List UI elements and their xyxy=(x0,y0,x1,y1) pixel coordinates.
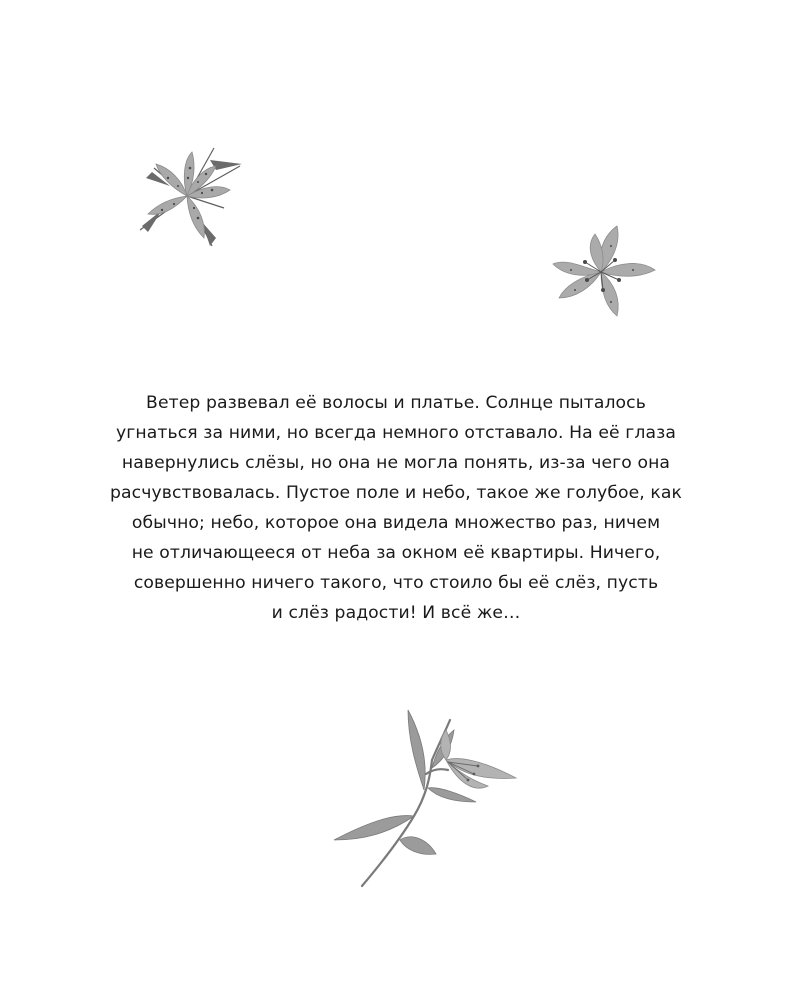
paragraph-line: навернулись слёзы, но она не могла понять, из-за чего она xyxy=(121,453,671,473)
paragraph-line: угнаться за ними, но всегда немного отставало. На её глаза xyxy=(116,423,676,443)
paragraph-line: не отличающееся от неба за окном её квартиры. Ничего, xyxy=(131,543,661,563)
paragraph-line: и слёз радости! И всё же… xyxy=(271,603,521,623)
paragraph-line: совершенно ничего такого, что стоило бы её слёз, пусть xyxy=(133,573,659,593)
lily-stem-icon xyxy=(328,700,524,890)
tiger-lily-flower-icon xyxy=(132,138,248,254)
paragraph-line: Ветер развевал её волосы и платье. Солнце пыталось xyxy=(146,393,646,413)
open-lily-flower-icon xyxy=(545,218,661,322)
paragraph-text xyxy=(110,388,682,628)
paragraph-line: обычно; небо, которое она видела множество раз, ничем xyxy=(131,513,661,533)
paragraph-line: расчувствовалась. Пустое поле и небо, такое же голубое, как xyxy=(110,483,683,503)
